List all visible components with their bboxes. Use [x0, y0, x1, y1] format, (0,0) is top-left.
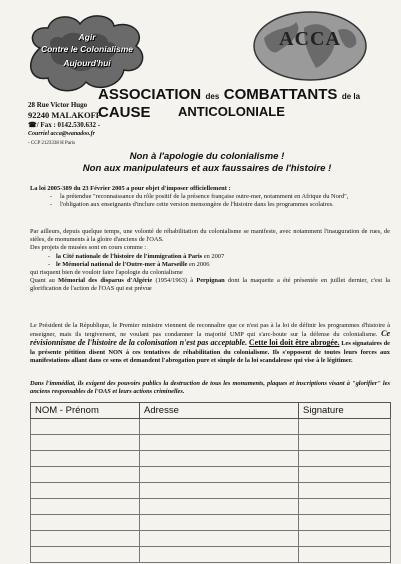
address-cell[interactable] [140, 483, 299, 499]
petition-demand: Les signataires de la présente pétition disent NON à ces tentatives de réhabilitation du colonialisme. Ils s'opposent de toutes leurs forces aux manifestations allant dans ce sens et demandent l'abrogation pure et simple de la loi scandaleuse qui vise à le légitimer. [30, 340, 390, 364]
address-cell[interactable] [140, 499, 299, 515]
address-cell[interactable] [140, 451, 299, 467]
col-address: Adresse [140, 403, 299, 419]
name-cell[interactable] [31, 451, 140, 467]
signature-row [31, 515, 391, 531]
col-name: NOM - Prénom [31, 403, 140, 419]
signature-row [31, 499, 391, 515]
rehab-p4-city: Perpignan [196, 277, 225, 285]
address-cell[interactable] [140, 467, 299, 483]
law-list [30, 193, 390, 209]
signature-cell[interactable] [299, 531, 391, 547]
address-cell[interactable] [140, 515, 299, 531]
signature-row [31, 531, 391, 547]
address-ccp: - CCP 2123338 H Paris [28, 141, 76, 146]
law-paragraph [30, 185, 390, 210]
name-cell[interactable] [31, 531, 140, 547]
name-cell[interactable] [31, 547, 140, 563]
logo-left-line1: Agir [78, 32, 96, 42]
museum-item-2-year: en 2006 [187, 260, 210, 268]
address-cell[interactable] [140, 547, 299, 563]
address-street: 28 Rue Victor Hugo [28, 101, 88, 109]
signature-row [31, 467, 391, 483]
signature-table-header [31, 403, 391, 419]
rehab-p1: Par ailleurs, depuis quelque temps, une volonté de réhabilitation du colonialisme se manifeste, avec notamment l'inauguration de rues, de stèles, de monuments à la gloire d'anciens de l'OAS. [30, 228, 390, 244]
rehab-p4-e: dont la maquette a été présentée en juillet dernier, c'est la glorification de l'action de l'OAS qui est prévue [30, 277, 390, 293]
petition-revisionism: Ce révisionnisme de l'histoire de la colonisation n'est pas acceptable. [30, 329, 390, 348]
name-cell[interactable] [31, 467, 140, 483]
museum-item-1 [56, 253, 390, 261]
museum-item-2 [56, 261, 390, 269]
address-phone: ☎/ Fax : 0142.530.632 - [28, 121, 101, 129]
address-city: 92240 MALAKOFF [28, 110, 101, 120]
address-cell[interactable] [140, 531, 299, 547]
slogan [22, 151, 392, 175]
demands-paragraph: Dans l'immédiat, ils exigent des pouvoirs publics la destruction de tous les monuments, plaques et inscriptions visant à "glorifier" les anciens responsables de l'OAS et leurs actions criminelles. [30, 380, 390, 396]
signature-cell[interactable] [299, 499, 391, 515]
signature-table [30, 402, 391, 563]
name-cell[interactable] [31, 499, 140, 515]
rehab-p4-c: (1954/1963) à [152, 277, 197, 285]
address-email: Courriel acca@wanadoo.fr [28, 131, 95, 137]
signature-row [31, 435, 391, 451]
signature-row [31, 483, 391, 499]
petition-intro: Le Président de la République, le Premier ministre viennent de reconnaître que ce n'est pas à la loi de définir les programmes d'histoire à enseigner, mais ils tergiversent, ne voulant pas condamner la majorité UMP qui s'arc-boute sur la défense du colonialisme. [30, 322, 390, 339]
title-word-1: ASSOCIATION [98, 86, 202, 103]
title-word-3: COMBATTANTS [223, 86, 338, 103]
rehab-p4 [30, 277, 390, 293]
logo-right-text: ACCA [279, 28, 341, 50]
rehab-p4-a: Quant au [30, 277, 59, 285]
slogan-line2: Non aux manipulateurs et aux faussaires de l'histoire ! [82, 163, 332, 174]
signature-cell[interactable] [299, 435, 391, 451]
slogan-line1: Non à l'apologie du colonialisme ! [129, 151, 285, 162]
logo-left-line3: Aujourd'hui [63, 58, 111, 68]
title-word-2: des [205, 92, 220, 101]
acca-logo-right [250, 8, 370, 86]
signature-cell[interactable] [299, 547, 391, 563]
law-item-1: - la prétendue "reconnaissance du rôle positif de la présence française outre-mer, notamment en Afrique du Nord", [60, 193, 390, 201]
law-lead: La loi 2005-389 du 23 Février 2005 a pour objet d'imposer officiellement : [30, 185, 231, 192]
title-word-5: CAUSE [98, 104, 151, 121]
museum-item-1-year: en 2007 [202, 252, 225, 260]
title-word-4: de la [341, 92, 361, 101]
name-cell[interactable] [31, 435, 140, 451]
museum-item-1-name: la Cité nationale de l'histoire de l'immigration à Paris [56, 252, 203, 260]
address-block [28, 101, 148, 148]
col-signature: Signature [299, 403, 391, 419]
address-cell[interactable] [140, 419, 299, 435]
rehab-p2: Des projets de musées sont en cours comme : [30, 244, 147, 252]
petition-paragraph [30, 322, 390, 365]
signature-row [31, 451, 391, 467]
name-cell[interactable] [31, 419, 140, 435]
signature-row [31, 547, 391, 563]
signature-row [31, 419, 391, 435]
signature-cell[interactable] [299, 451, 391, 467]
rehabilitation-paragraph [30, 228, 390, 294]
title-anticoloniale: ANTICOLONIALE [178, 104, 285, 119]
law-item-2: - l'obligation aux enseignants d'inclure cette version mensongère de l'histoire dans les programmes scolaires. [60, 201, 390, 209]
rehab-p3: qui risquent bien de vouloir faire l'apologie du colonialisme [30, 269, 183, 277]
address-cell[interactable] [140, 435, 299, 451]
signature-cell[interactable] [299, 467, 391, 483]
rehab-p4-memorial: Mémorial des disparus d'Algérie [58, 277, 153, 285]
museum-item-2-name: le Mémorial national de l'Outre-mer à Marseille [56, 260, 188, 268]
logo-left-line2: Contre le Colonialisme [40, 44, 134, 54]
name-cell[interactable] [31, 483, 140, 499]
signature-cell[interactable] [299, 419, 391, 435]
signature-cell[interactable] [299, 483, 391, 499]
museum-list [30, 253, 390, 269]
petition-abrogation: Cette loi doit être abrogée. [248, 338, 340, 348]
name-cell[interactable] [31, 515, 140, 531]
signature-cell[interactable] [299, 515, 391, 531]
